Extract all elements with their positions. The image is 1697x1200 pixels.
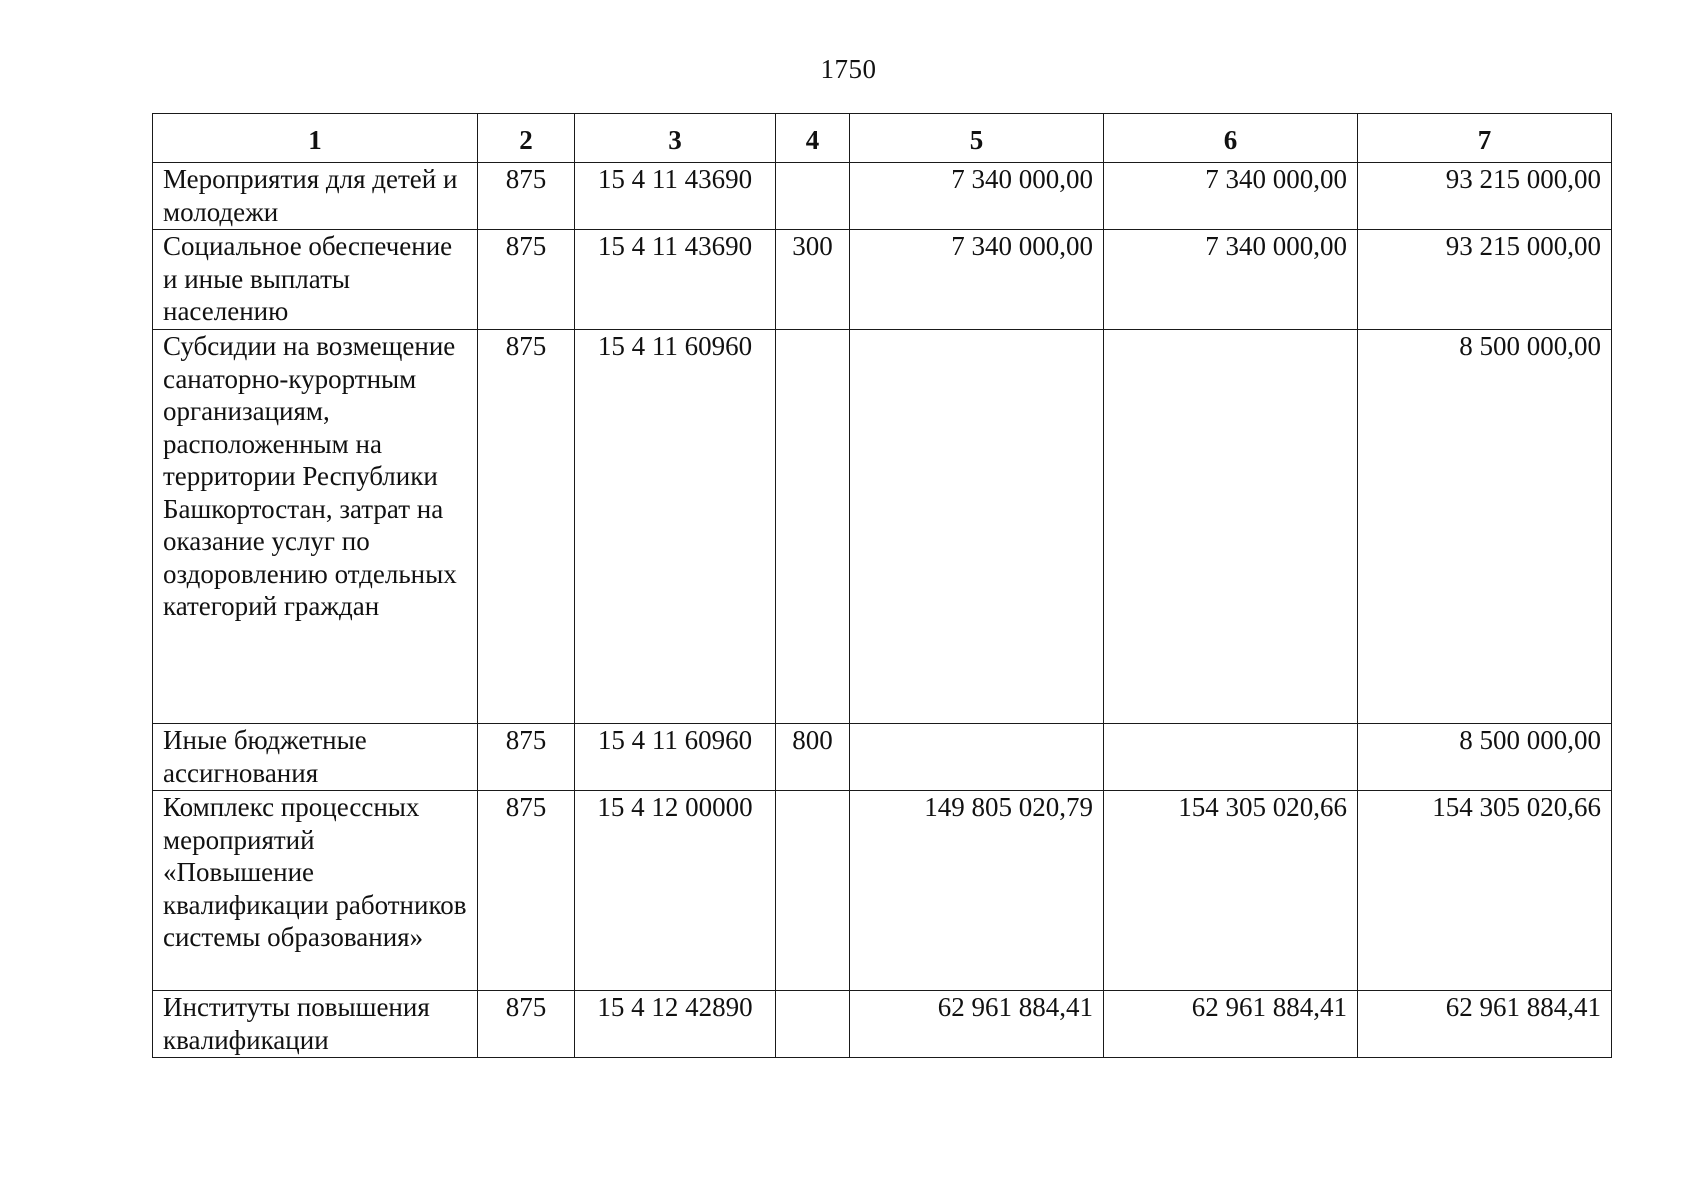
row-col6: 154 305 020,66 [1104, 791, 1358, 991]
row-col4: 800 [776, 724, 850, 791]
row-col3: 15 4 11 43690 [575, 163, 776, 230]
row-col7: 154 305 020,66 [1358, 791, 1612, 991]
budget-table [152, 113, 1612, 1058]
table-row [153, 724, 1612, 791]
row-col3: 15 4 11 60960 [575, 724, 776, 791]
header-row [153, 114, 1612, 163]
table-row [153, 791, 1612, 991]
row-col7: 93 215 000,00 [1358, 163, 1612, 230]
row-name: Мероприятия для детей и молодежи [153, 163, 478, 230]
row-col4 [776, 991, 850, 1058]
row-col4 [776, 163, 850, 230]
row-col7: 8 500 000,00 [1358, 330, 1612, 724]
row-col3: 15 4 11 60960 [575, 330, 776, 724]
row-name: Социальное обеспечение и иные выплаты населению [153, 230, 478, 330]
row-col6: 7 340 000,00 [1104, 230, 1358, 330]
row-col5 [850, 330, 1104, 724]
row-col5: 149 805 020,79 [850, 791, 1104, 991]
column-header-2: 2 [478, 114, 575, 163]
table-row [153, 991, 1612, 1058]
row-col2: 875 [478, 163, 575, 230]
row-name: Субсидии на возмещение санаторно-курортным организациям, расположенным на территории Республики Башкортостан, затрат на оказание услуг по оздоровлению отдельных категорий граждан [153, 330, 478, 724]
row-name: Институты повышения квалификации [153, 991, 478, 1058]
row-col6: 62 961 884,41 [1104, 991, 1358, 1058]
column-header-1: 1 [153, 114, 478, 163]
row-col5 [850, 724, 1104, 791]
row-col2: 875 [478, 991, 575, 1058]
table-row [153, 330, 1612, 724]
row-col4 [776, 330, 850, 724]
row-col6 [1104, 724, 1358, 791]
table-row [153, 230, 1612, 330]
row-name: Комплекс процессных мероприятий «Повышение квалификации работников системы образования» [153, 791, 478, 991]
row-col2: 875 [478, 791, 575, 991]
page-number: 1750 [820, 54, 877, 84]
column-header-3: 3 [575, 114, 776, 163]
row-col7: 8 500 000,00 [1358, 724, 1612, 791]
row-col4: 300 [776, 230, 850, 330]
row-col7: 93 215 000,00 [1358, 230, 1612, 330]
row-col5: 7 340 000,00 [850, 163, 1104, 230]
row-col3: 15 4 11 43690 [575, 230, 776, 330]
column-header-4: 4 [776, 114, 850, 163]
row-col5: 7 340 000,00 [850, 230, 1104, 330]
row-col6 [1104, 330, 1358, 724]
table-row [153, 163, 1612, 230]
row-col2: 875 [478, 724, 575, 791]
row-col3: 15 4 12 42890 [575, 991, 776, 1058]
row-col2: 875 [478, 230, 575, 330]
row-col3: 15 4 12 00000 [575, 791, 776, 991]
row-col6: 7 340 000,00 [1104, 163, 1358, 230]
row-col7: 62 961 884,41 [1358, 991, 1612, 1058]
row-name: Иные бюджетные ассигнования [153, 724, 478, 791]
row-col5: 62 961 884,41 [850, 991, 1104, 1058]
column-header-7: 7 [1358, 114, 1612, 163]
column-header-5: 5 [850, 114, 1104, 163]
row-col4 [776, 791, 850, 991]
row-col2: 875 [478, 330, 575, 724]
column-header-6: 6 [1104, 114, 1358, 163]
